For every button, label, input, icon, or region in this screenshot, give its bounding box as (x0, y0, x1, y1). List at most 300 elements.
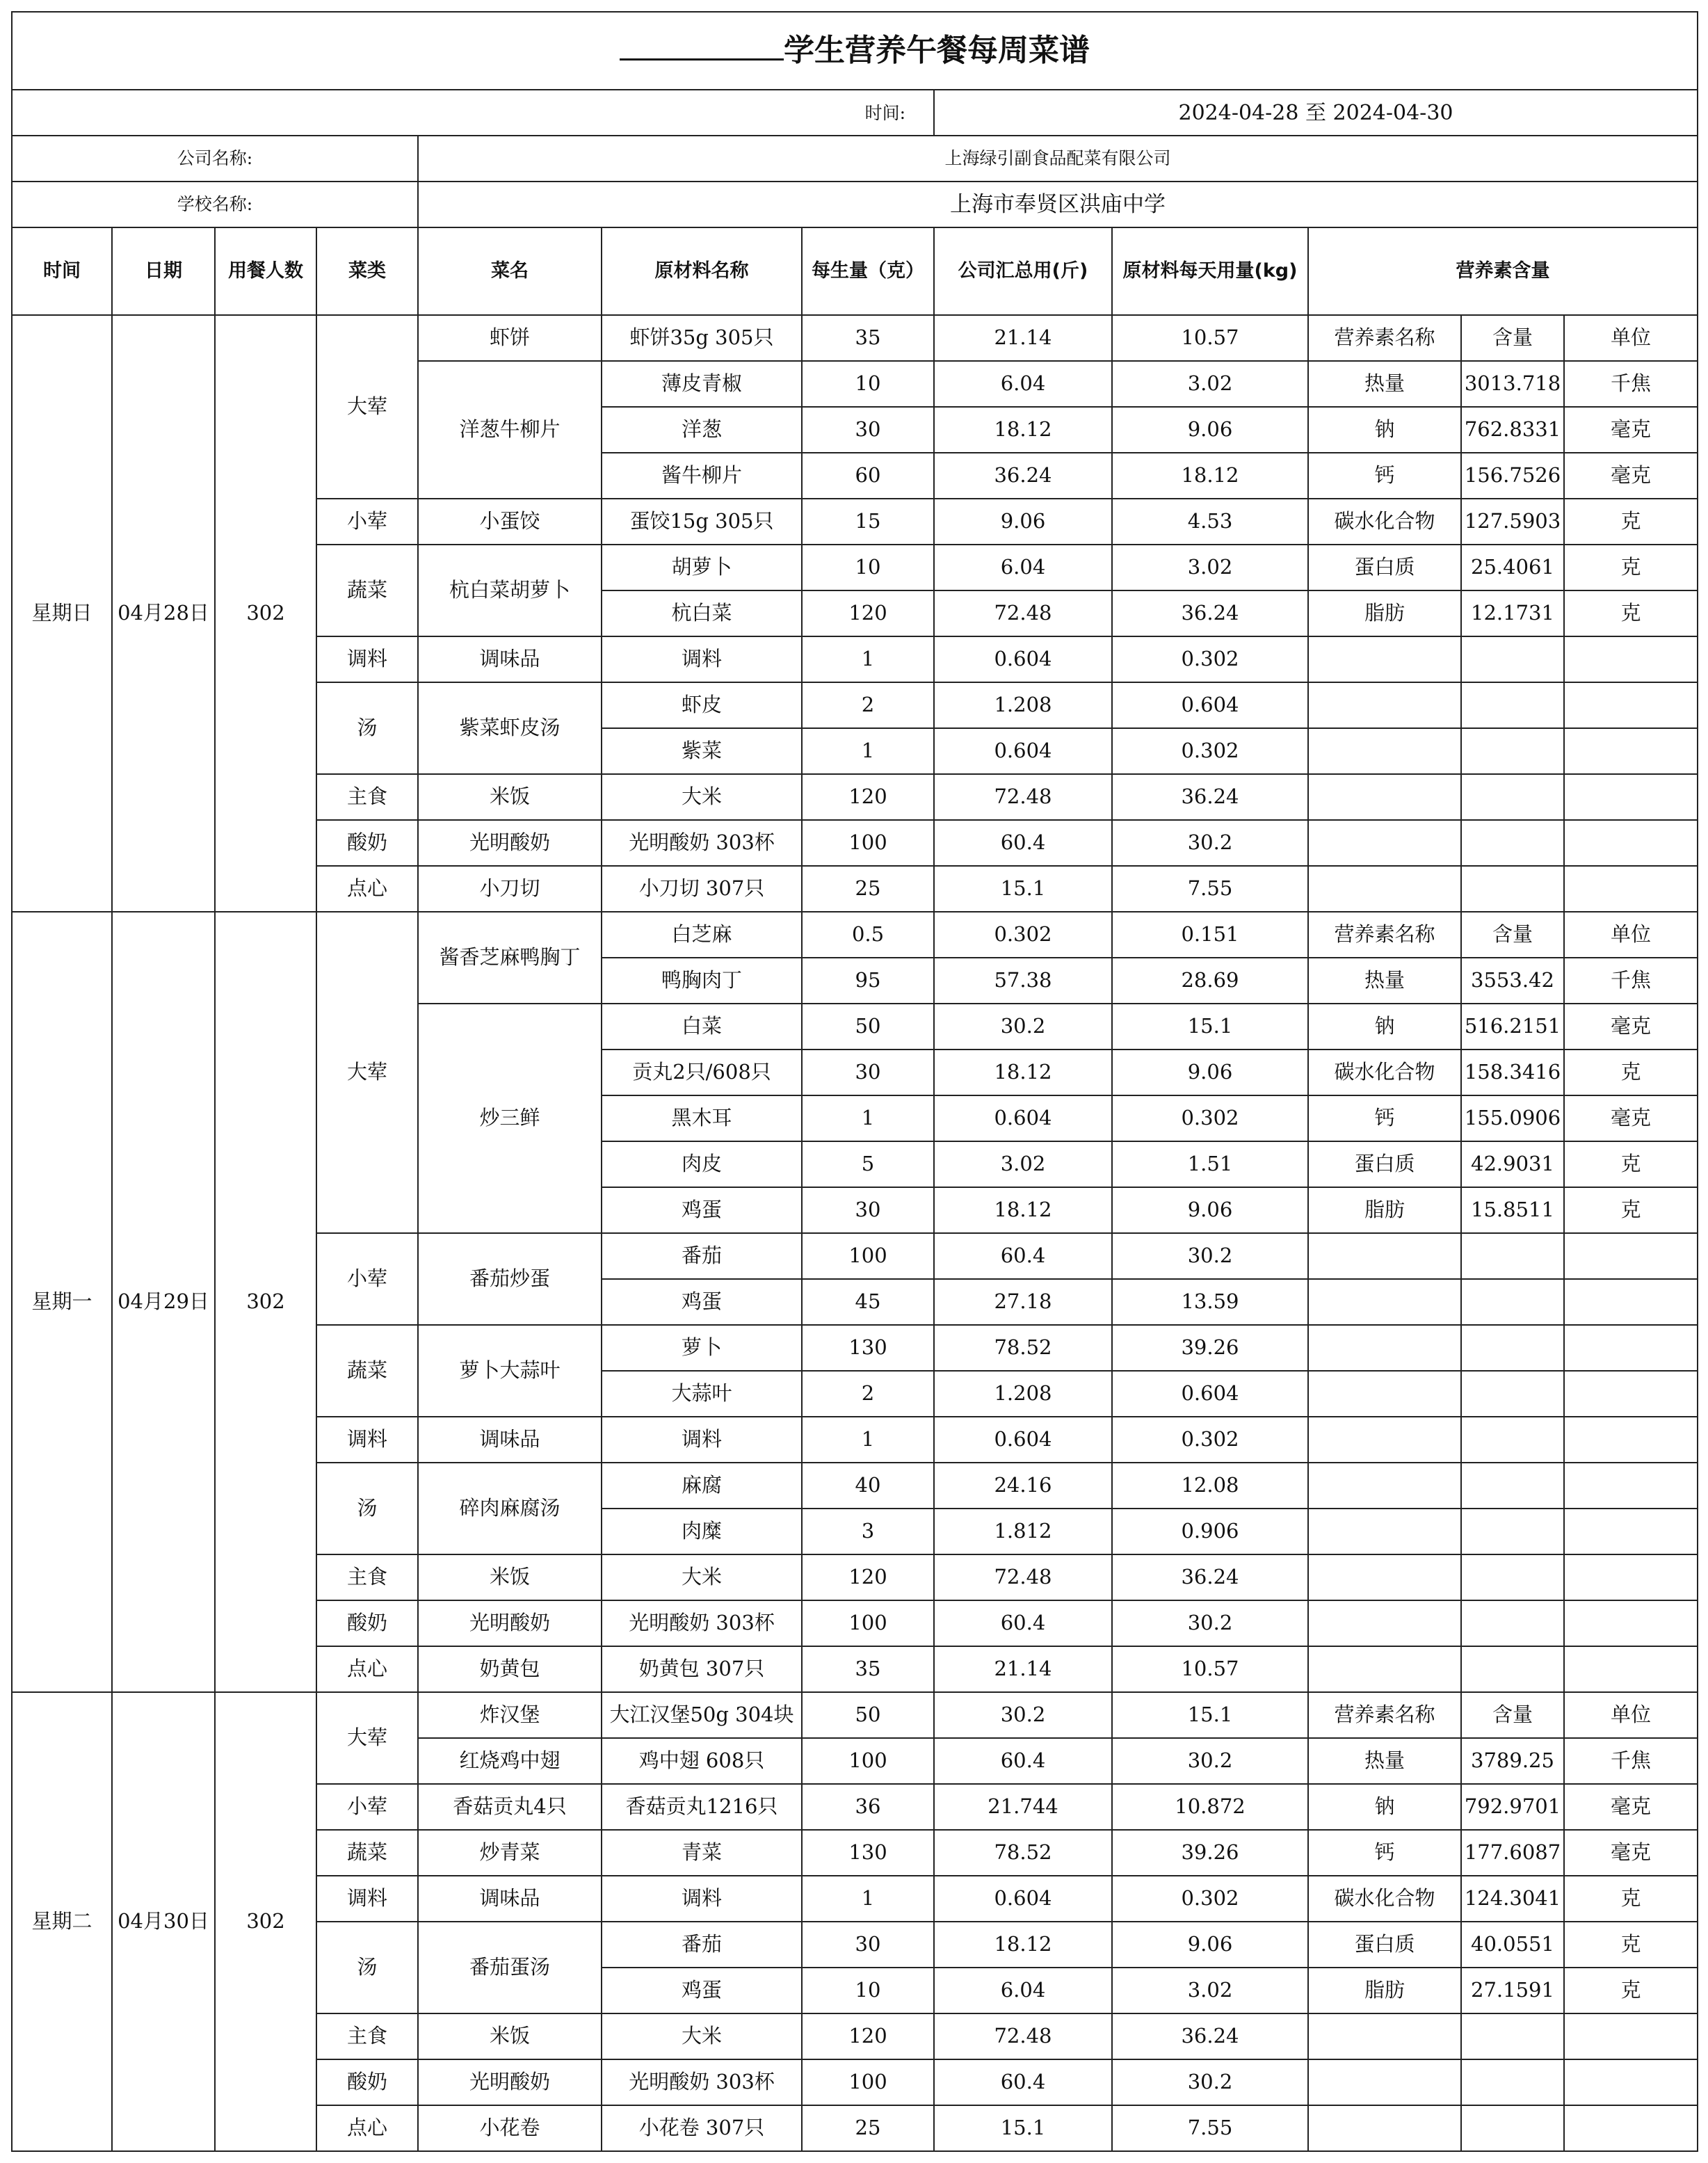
nutrient-empty-cell (1461, 2105, 1564, 2151)
dish-cell: 米饭 (418, 1554, 602, 1600)
daily-kg-cell: 15.1 (1112, 1692, 1308, 1738)
weekday-cell: 星期二 (12, 1692, 112, 2151)
per-student-cell: 120 (802, 590, 934, 636)
nutrient-name-cell: 营养素名称 (1308, 315, 1461, 361)
nutrient-unit-cell: 克 (1564, 545, 1698, 590)
page-title (12, 12, 1698, 90)
per-student-cell: 100 (802, 1600, 934, 1646)
per-student-cell: 30 (802, 1922, 934, 1968)
nutrient-name-cell: 钙 (1308, 1830, 1461, 1876)
nutrient-unit-cell: 克 (1564, 1141, 1698, 1187)
company-total-cell: 21.744 (934, 1784, 1112, 1830)
daily-kg-cell: 30.2 (1112, 2059, 1308, 2105)
dish-cell: 光明酸奶 (418, 2059, 602, 2105)
nutrient-empty-cell (1461, 1509, 1564, 1554)
nutrient-empty-cell (1308, 682, 1461, 728)
header-daily-kg: 原材料每天用量(kg) (1112, 227, 1308, 315)
company-total-cell: 60.4 (934, 1738, 1112, 1784)
ingredient-cell: 番茄 (602, 1233, 802, 1279)
category-cell: 主食 (316, 2013, 418, 2059)
nutrient-value-cell: 127.5903 (1461, 499, 1564, 545)
nutrient-empty-cell (1308, 1325, 1461, 1371)
nutrient-empty-cell (1308, 728, 1461, 774)
ingredient-cell: 虾皮 (602, 682, 802, 728)
nutrient-name-cell: 碳水化合物 (1308, 1876, 1461, 1922)
ingredient-cell: 萝卜 (602, 1325, 802, 1371)
nutrient-value-cell: 27.1591 (1461, 1968, 1564, 2013)
company-total-cell: 0.604 (934, 1417, 1112, 1463)
dish-cell: 米饭 (418, 774, 602, 820)
daily-kg-cell: 36.24 (1112, 774, 1308, 820)
nutrient-unit-cell: 毫克 (1564, 1095, 1698, 1141)
ingredient-cell: 小花卷 307只 (602, 2105, 802, 2151)
nutrient-value-cell: 155.0906 (1461, 1095, 1564, 1141)
daily-kg-cell: 0.302 (1112, 1417, 1308, 1463)
nutrient-empty-cell (1564, 1325, 1698, 1371)
dish-cell: 小蛋饺 (418, 499, 602, 545)
per-student-cell: 5 (802, 1141, 934, 1187)
category-cell: 调料 (316, 1876, 418, 1922)
school-label: 学校名称: (12, 182, 418, 227)
ingredient-cell: 杭白菜 (602, 590, 802, 636)
category-cell: 点心 (316, 2105, 418, 2151)
daily-kg-cell: 0.604 (1112, 682, 1308, 728)
company-row (12, 136, 1698, 182)
daily-kg-cell: 36.24 (1112, 1554, 1308, 1600)
ingredient-cell: 黑木耳 (602, 1095, 802, 1141)
nutrient-value-cell: 3013.718 (1461, 361, 1564, 407)
category-cell: 大荤 (316, 1692, 418, 1784)
nutrient-value-cell: 792.9701 (1461, 1784, 1564, 1830)
nutrient-unit-cell: 克 (1564, 1050, 1698, 1095)
daily-kg-cell: 0.302 (1112, 1095, 1308, 1141)
time-label: 时间: (12, 90, 934, 136)
ingredient-cell: 调料 (602, 1417, 802, 1463)
daily-kg-cell: 3.02 (1112, 1968, 1308, 2013)
nutrient-empty-cell (1564, 1463, 1698, 1509)
dish-cell: 光明酸奶 (418, 1600, 602, 1646)
category-cell: 蔬菜 (316, 545, 418, 636)
nutrient-unit-cell: 千焦 (1564, 361, 1698, 407)
company-total-cell: 60.4 (934, 820, 1112, 866)
nutrient-empty-cell (1308, 1371, 1461, 1417)
company-total-cell: 18.12 (934, 1922, 1112, 1968)
ingredient-cell: 光明酸奶 303杯 (602, 2059, 802, 2105)
dish-cell: 酱香芝麻鸭胸丁 (418, 912, 602, 1004)
company-value: 上海绿引副食品配菜有限公司 (418, 136, 1698, 182)
dish-cell: 番茄炒蛋 (418, 1233, 602, 1325)
category-cell: 小荤 (316, 1784, 418, 1830)
nutrient-value-cell: 25.4061 (1461, 545, 1564, 590)
company-total-cell: 15.1 (934, 2105, 1112, 2151)
daily-kg-cell: 9.06 (1112, 1922, 1308, 1968)
nutrient-unit-cell: 克 (1564, 499, 1698, 545)
company-total-cell: 6.04 (934, 361, 1112, 407)
header-category: 菜类 (316, 227, 418, 315)
company-total-cell: 27.18 (934, 1279, 1112, 1325)
category-cell: 小荤 (316, 499, 418, 545)
company-total-cell: 72.48 (934, 590, 1112, 636)
company-total-cell: 18.12 (934, 407, 1112, 453)
dish-cell: 洋葱牛柳片 (418, 361, 602, 499)
nutrient-empty-cell (1461, 1233, 1564, 1279)
ingredient-cell: 肉糜 (602, 1509, 802, 1554)
per-student-cell: 100 (802, 2059, 934, 2105)
daily-kg-cell: 3.02 (1112, 361, 1308, 407)
nutrient-unit-cell: 毫克 (1564, 1830, 1698, 1876)
nutrient-empty-cell (1308, 1509, 1461, 1554)
daily-kg-cell: 30.2 (1112, 820, 1308, 866)
daily-kg-cell: 10.57 (1112, 1646, 1308, 1692)
company-total-cell: 60.4 (934, 2059, 1112, 2105)
nutrient-unit-cell: 毫克 (1564, 1004, 1698, 1050)
per-student-cell: 40 (802, 1463, 934, 1509)
company-total-cell: 60.4 (934, 1233, 1112, 1279)
dish-cell: 米饭 (418, 2013, 602, 2059)
per-student-cell: 30 (802, 1187, 934, 1233)
diners-cell: 302 (215, 1692, 316, 2151)
category-cell: 大荤 (316, 315, 418, 499)
nutrient-name-cell: 蛋白质 (1308, 1922, 1461, 1968)
daily-kg-cell: 39.26 (1112, 1830, 1308, 1876)
per-student-cell: 120 (802, 1554, 934, 1600)
per-student-cell: 36 (802, 1784, 934, 1830)
nutrient-empty-cell (1564, 1417, 1698, 1463)
time-row (12, 90, 1698, 136)
nutrient-empty-cell (1564, 636, 1698, 682)
company-total-cell: 78.52 (934, 1325, 1112, 1371)
nutrient-empty-cell (1308, 1417, 1461, 1463)
nutrient-empty-cell (1461, 820, 1564, 866)
daily-kg-cell: 10.57 (1112, 315, 1308, 361)
company-total-cell: 18.12 (934, 1187, 1112, 1233)
daily-kg-cell: 36.24 (1112, 590, 1308, 636)
dish-cell: 虾饼 (418, 315, 602, 361)
daily-kg-cell: 39.26 (1112, 1325, 1308, 1371)
nutrient-unit-cell: 毫克 (1564, 407, 1698, 453)
nutrient-empty-cell (1461, 774, 1564, 820)
company-total-cell: 21.14 (934, 315, 1112, 361)
category-cell: 汤 (316, 1922, 418, 2013)
menu-body (12, 315, 1698, 2151)
category-cell: 大荤 (316, 912, 418, 1233)
dish-cell: 小花卷 (418, 2105, 602, 2151)
ingredient-cell: 大米 (602, 774, 802, 820)
nutrient-name-cell: 蛋白质 (1308, 545, 1461, 590)
nutrient-name-cell: 脂肪 (1308, 590, 1461, 636)
weekday-cell: 星期日 (12, 315, 112, 912)
category-cell: 酸奶 (316, 820, 418, 866)
diners-cell: 302 (215, 912, 316, 1692)
nutrient-value-cell: 158.3416 (1461, 1050, 1564, 1095)
company-total-cell: 1.208 (934, 682, 1112, 728)
time-value: 2024-04-28 至 2024-04-30 (934, 90, 1698, 136)
nutrient-empty-cell (1461, 2059, 1564, 2105)
daily-kg-cell: 15.1 (1112, 1004, 1308, 1050)
menu-row (12, 315, 1698, 361)
daily-kg-cell: 0.604 (1112, 1371, 1308, 1417)
daily-kg-cell: 9.06 (1112, 1187, 1308, 1233)
dish-cell: 调味品 (418, 1876, 602, 1922)
per-student-cell: 120 (802, 774, 934, 820)
nutrient-unit-cell: 克 (1564, 1187, 1698, 1233)
menu-row (12, 1692, 1698, 1738)
per-student-cell: 1 (802, 1095, 934, 1141)
header-company-total: 公司汇总用(斤) (934, 227, 1112, 315)
dish-cell: 香菇贡丸4只 (418, 1784, 602, 1830)
date-cell: 04月28日 (112, 315, 215, 912)
company-total-cell: 0.604 (934, 1095, 1112, 1141)
nutrient-empty-cell (1564, 1646, 1698, 1692)
dish-cell: 光明酸奶 (418, 820, 602, 866)
nutrient-empty-cell (1308, 1463, 1461, 1509)
nutrient-empty-cell (1461, 1646, 1564, 1692)
nutrient-empty-cell (1308, 636, 1461, 682)
dish-cell: 红烧鸡中翅 (418, 1738, 602, 1784)
nutrient-empty-cell (1564, 2013, 1698, 2059)
daily-kg-cell: 30.2 (1112, 1233, 1308, 1279)
nutrient-empty-cell (1461, 2013, 1564, 2059)
company-total-cell: 30.2 (934, 1004, 1112, 1050)
per-student-cell: 2 (802, 682, 934, 728)
nutrient-value-cell: 156.7526 (1461, 453, 1564, 499)
per-student-cell: 3 (802, 1509, 934, 1554)
weekday-cell: 星期一 (12, 912, 112, 1692)
nutrient-name-cell: 钠 (1308, 1004, 1461, 1050)
per-student-cell: 100 (802, 1738, 934, 1784)
ingredient-cell: 洋葱 (602, 407, 802, 453)
per-student-cell: 50 (802, 1004, 934, 1050)
dish-cell: 碎肉麻腐汤 (418, 1463, 602, 1554)
ingredient-cell: 鸡中翅 608只 (602, 1738, 802, 1784)
company-total-cell: 78.52 (934, 1830, 1112, 1876)
per-student-cell: 120 (802, 2013, 934, 2059)
title-row (12, 12, 1698, 90)
ingredient-cell: 鸡蛋 (602, 1968, 802, 2013)
per-student-cell: 130 (802, 1830, 934, 1876)
company-total-cell: 0.604 (934, 636, 1112, 682)
ingredient-cell: 青菜 (602, 1830, 802, 1876)
ingredient-cell: 白芝麻 (602, 912, 802, 958)
daily-kg-cell: 30.2 (1112, 1600, 1308, 1646)
nutrient-name-cell: 热量 (1308, 1738, 1461, 1784)
ingredient-cell: 虾饼35g 305只 (602, 315, 802, 361)
nutrient-empty-cell (1564, 1554, 1698, 1600)
company-total-cell: 0.302 (934, 912, 1112, 958)
per-student-cell: 25 (802, 866, 934, 912)
per-student-cell: 100 (802, 1233, 934, 1279)
category-cell: 蔬菜 (316, 1830, 418, 1876)
nutrient-empty-cell (1461, 866, 1564, 912)
category-cell: 主食 (316, 1554, 418, 1600)
ingredient-cell: 小刀切 307只 (602, 866, 802, 912)
daily-kg-cell: 0.302 (1112, 636, 1308, 682)
nutrient-name-cell: 热量 (1308, 958, 1461, 1004)
header-ingredient: 原材料名称 (602, 227, 802, 315)
daily-kg-cell: 18.12 (1112, 453, 1308, 499)
nutrient-unit-cell: 千焦 (1564, 958, 1698, 1004)
nutrient-empty-cell (1308, 1646, 1461, 1692)
header-time: 时间 (12, 227, 112, 315)
nutrient-value-cell: 3553.42 (1461, 958, 1564, 1004)
nutrient-value-cell: 3789.25 (1461, 1738, 1564, 1784)
daily-kg-cell: 3.02 (1112, 545, 1308, 590)
ingredient-cell: 大米 (602, 1554, 802, 1600)
company-total-cell: 36.24 (934, 453, 1112, 499)
nutrient-value-cell: 40.0551 (1461, 1922, 1564, 1968)
nutrient-empty-cell (1461, 1417, 1564, 1463)
nutrient-empty-cell (1461, 1325, 1564, 1371)
category-cell: 蔬菜 (316, 1325, 418, 1417)
per-student-cell: 95 (802, 958, 934, 1004)
nutrient-name-cell: 脂肪 (1308, 1968, 1461, 2013)
nutrient-empty-cell (1564, 1371, 1698, 1417)
dish-cell: 奶黄包 (418, 1646, 602, 1692)
per-student-cell: 30 (802, 1050, 934, 1095)
category-cell: 调料 (316, 636, 418, 682)
daily-kg-cell: 7.55 (1112, 866, 1308, 912)
per-student-cell: 25 (802, 2105, 934, 2151)
ingredient-cell: 麻腐 (602, 1463, 802, 1509)
company-total-cell: 6.04 (934, 545, 1112, 590)
nutrient-name-cell: 钠 (1308, 407, 1461, 453)
company-total-cell: 9.06 (934, 499, 1112, 545)
category-cell: 点心 (316, 866, 418, 912)
company-total-cell: 3.02 (934, 1141, 1112, 1187)
menu-page (11, 11, 1697, 2152)
ingredient-cell: 大蒜叶 (602, 1371, 802, 1417)
nutrient-unit-cell: 单位 (1564, 912, 1698, 958)
daily-kg-cell: 0.302 (1112, 1876, 1308, 1922)
diners-cell: 302 (215, 315, 316, 912)
company-total-cell: 21.14 (934, 1646, 1112, 1692)
nutrient-empty-cell (1564, 1600, 1698, 1646)
company-total-cell: 18.12 (934, 1050, 1112, 1095)
company-total-cell: 72.48 (934, 774, 1112, 820)
date-cell: 04月30日 (112, 1692, 215, 2151)
daily-kg-cell: 36.24 (1112, 2013, 1308, 2059)
per-student-cell: 1 (802, 728, 934, 774)
ingredient-cell: 鸡蛋 (602, 1187, 802, 1233)
per-student-cell: 30 (802, 407, 934, 453)
ingredient-cell: 大米 (602, 2013, 802, 2059)
dish-cell: 调味品 (418, 1417, 602, 1463)
per-student-cell: 10 (802, 1968, 934, 2013)
company-total-cell: 72.48 (934, 2013, 1112, 2059)
nutrient-empty-cell (1461, 682, 1564, 728)
category-cell: 点心 (316, 1646, 418, 1692)
daily-kg-cell: 13.59 (1112, 1279, 1308, 1325)
ingredient-cell: 香菇贡丸1216只 (602, 1784, 802, 1830)
per-student-cell: 10 (802, 361, 934, 407)
company-total-cell: 24.16 (934, 1463, 1112, 1509)
daily-kg-cell: 0.151 (1112, 912, 1308, 958)
daily-kg-cell: 7.55 (1112, 2105, 1308, 2151)
category-cell: 调料 (316, 1417, 418, 1463)
company-total-cell: 60.4 (934, 1600, 1112, 1646)
nutrient-empty-cell (1461, 1554, 1564, 1600)
header-per-student: 每生量（克） (802, 227, 934, 315)
menu-row (12, 912, 1698, 958)
company-total-cell: 15.1 (934, 866, 1112, 912)
ingredient-cell: 鸭胸肉丁 (602, 958, 802, 1004)
daily-kg-cell: 10.872 (1112, 1784, 1308, 1830)
company-total-cell: 30.2 (934, 1692, 1112, 1738)
per-student-cell: 130 (802, 1325, 934, 1371)
nutrient-empty-cell (1564, 866, 1698, 912)
nutrient-name-cell: 钠 (1308, 1784, 1461, 1830)
header-diners: 用餐人数 (215, 227, 316, 315)
nutrient-name-cell: 营养素名称 (1308, 1692, 1461, 1738)
dish-cell: 萝卜大蒜叶 (418, 1325, 602, 1417)
nutrient-unit-cell: 克 (1564, 1968, 1698, 2013)
daily-kg-cell: 12.08 (1112, 1463, 1308, 1509)
ingredient-cell: 大江汉堡50g 304块 (602, 1692, 802, 1738)
company-total-cell: 72.48 (934, 1554, 1112, 1600)
nutrient-empty-cell (1564, 1233, 1698, 1279)
nutrient-empty-cell (1564, 682, 1698, 728)
dish-cell: 炒青菜 (418, 1830, 602, 1876)
ingredient-cell: 奶黄包 307只 (602, 1646, 802, 1692)
nutrient-empty-cell (1308, 2013, 1461, 2059)
nutrient-unit-cell: 克 (1564, 1876, 1698, 1922)
ingredient-cell: 光明酸奶 303杯 (602, 820, 802, 866)
per-student-cell: 10 (802, 545, 934, 590)
company-total-cell: 6.04 (934, 1968, 1112, 2013)
company-total-cell: 1.812 (934, 1509, 1112, 1554)
per-student-cell: 35 (802, 1646, 934, 1692)
nutrient-empty-cell (1308, 774, 1461, 820)
nutrient-empty-cell (1308, 1554, 1461, 1600)
nutrient-empty-cell (1461, 1371, 1564, 1417)
dish-cell: 紫菜虾皮汤 (418, 682, 602, 774)
ingredient-cell: 酱牛柳片 (602, 453, 802, 499)
nutrient-value-cell: 516.2151 (1461, 1004, 1564, 1050)
nutrient-unit-cell: 千焦 (1564, 1738, 1698, 1784)
category-cell: 汤 (316, 1463, 418, 1554)
ingredient-cell: 白菜 (602, 1004, 802, 1050)
school-blank-line (620, 35, 784, 61)
nutrient-value-cell: 含量 (1461, 912, 1564, 958)
nutrient-empty-cell (1461, 728, 1564, 774)
date-cell: 04月29日 (112, 912, 215, 1692)
nutrient-empty-cell (1461, 1279, 1564, 1325)
nutrient-empty-cell (1564, 1509, 1698, 1554)
nutrient-empty-cell (1308, 820, 1461, 866)
dish-cell: 小刀切 (418, 866, 602, 912)
daily-kg-cell: 1.51 (1112, 1141, 1308, 1187)
per-student-cell: 1 (802, 1876, 934, 1922)
nutrient-value-cell: 177.6087 (1461, 1830, 1564, 1876)
nutrient-value-cell: 12.1731 (1461, 590, 1564, 636)
company-total-cell: 57.38 (934, 958, 1112, 1004)
ingredient-cell: 蛋饺15g 305只 (602, 499, 802, 545)
daily-kg-cell: 0.906 (1112, 1509, 1308, 1554)
header-date: 日期 (112, 227, 215, 315)
per-student-cell: 1 (802, 1417, 934, 1463)
daily-kg-cell: 0.302 (1112, 728, 1308, 774)
nutrient-value-cell: 15.8511 (1461, 1187, 1564, 1233)
daily-kg-cell: 9.06 (1112, 407, 1308, 453)
nutrient-empty-cell (1564, 820, 1698, 866)
nutrient-name-cell: 碳水化合物 (1308, 499, 1461, 545)
nutrient-empty-cell (1564, 774, 1698, 820)
ingredient-cell: 肉皮 (602, 1141, 802, 1187)
nutrient-empty-cell (1564, 2059, 1698, 2105)
ingredient-cell: 调料 (602, 636, 802, 682)
nutrient-empty-cell (1308, 866, 1461, 912)
nutrient-unit-cell: 克 (1564, 1922, 1698, 1968)
